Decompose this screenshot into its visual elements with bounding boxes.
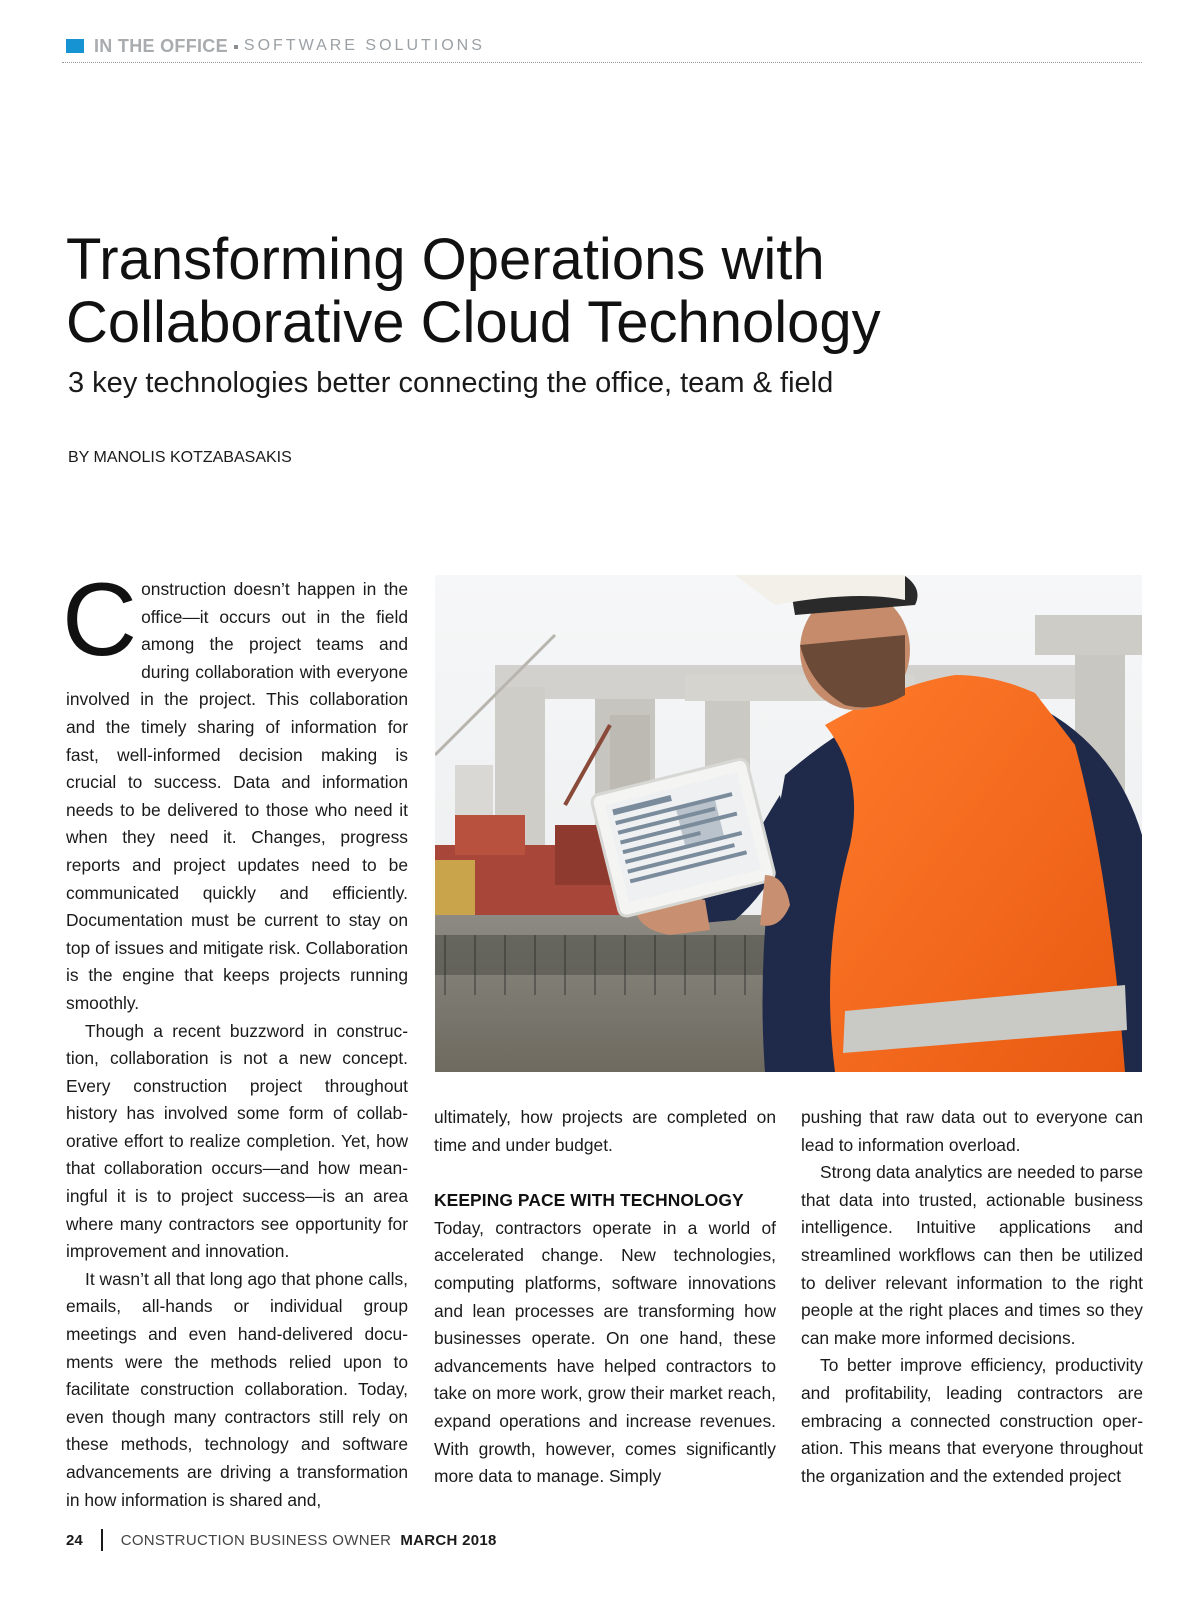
paragraph: It wasn’t all that long ago that phone calls, emails, all-hands or individual group meetings and even hand-delivered documents were the methods relied upon to facilitate construction collaboration. Today, even though many contractors still rely on these methods, technology and software advancements are driving a transformation in how information is shared and,: [66, 1268, 408, 1510]
paragraph: Today, contractors operate in a world of accelerated change. New technologies, computing platforms, software innovations and lean processes are transforming how businesses operate. On one hand, these advancements have helped contractors to take on more work, grow their market reach, expand operations and increase revenues. With growth, however, comes significantly more data to manage. Simply: [434, 1217, 776, 1487]
paragraph: Strong data analytics are needed to parse that data into trusted, actionable business intelligence. Intuitive applications and streamlined workflows can then be utilized to deliver relevant information to the right people at the right places and times so they can make more informed decisions.: [801, 1162, 1143, 1348]
paragraph: Though a recent buzzword in construction, collaboration is not a new concept. Every construction project throughout history has involved some form of collaborative effort to realize completion. Yet, how that collaboration occurs—and how meaningful it is to project success—is an area where many contractors see opportunity for improvement and innovation.: [66, 1020, 408, 1262]
section-color-square: [66, 39, 84, 53]
page-footer: [66, 1528, 497, 1552]
paragraph: [62, 562, 408, 1018]
paragraph: To better improve efficiency, productivity and profitability, leading contractors are embracing a connected construction operation. This means that everyone throughout the organization and the extended project: [801, 1355, 1143, 1486]
byline: BY MANOLIS KOTZABASAKIS: [68, 449, 292, 466]
text-column-2: [434, 1104, 776, 1491]
article-title-line-1: Transforming Operations with: [66, 227, 825, 292]
text-column-1: [62, 562, 408, 1514]
drop-cap: C: [62, 562, 138, 678]
issue-date: MARCH 2018: [400, 1531, 497, 1549]
section-header: [66, 36, 485, 56]
section-title: IN THE OFFICE: [94, 35, 228, 56]
paragraph: pushing that raw data out to everyone can lead to information overload.: [801, 1107, 1143, 1155]
section-subtitle: SOFTWARE SOLUTIONS: [243, 37, 485, 54]
publication-name: CONSTRUCTION BUSINESS OWNER: [120, 1531, 392, 1549]
paragraph-text: onstruction doesn’t happen in the office—it occurs out in the field among the project teams and during collaboration with everyone involved in the project. This collaboration and the timely sharing of information for fast, well-informed decision making is crucial to success. Data and information needs to be delivered to those who need it when they need it. Changes, progress reports and project updates need to be communicated quickly and efficiently. Documentation must be current to stay on top of issues and mitigate risk. Collaboration is the engine that keeps projects running smoothly.: [66, 579, 408, 1013]
footer-divider: [101, 1529, 103, 1551]
article-title: [66, 228, 1116, 354]
text-column-3: [801, 1104, 1143, 1490]
article-title-line-2: Collaborative Cloud Technology: [66, 290, 881, 355]
section-separator-dot: [234, 45, 238, 49]
page-number: 24: [66, 1531, 83, 1549]
section-heading: KEEPING PACE WITH TECHNOLOGY: [434, 1190, 744, 1211]
article-subtitle: 3 key technologies better connecting the office, team & field: [68, 367, 834, 399]
construction-worker-photo: [435, 575, 1142, 1072]
paragraph: ultimately, how projects are completed on time and under budget.: [434, 1107, 776, 1155]
header-dotted-rule: [62, 62, 1142, 63]
